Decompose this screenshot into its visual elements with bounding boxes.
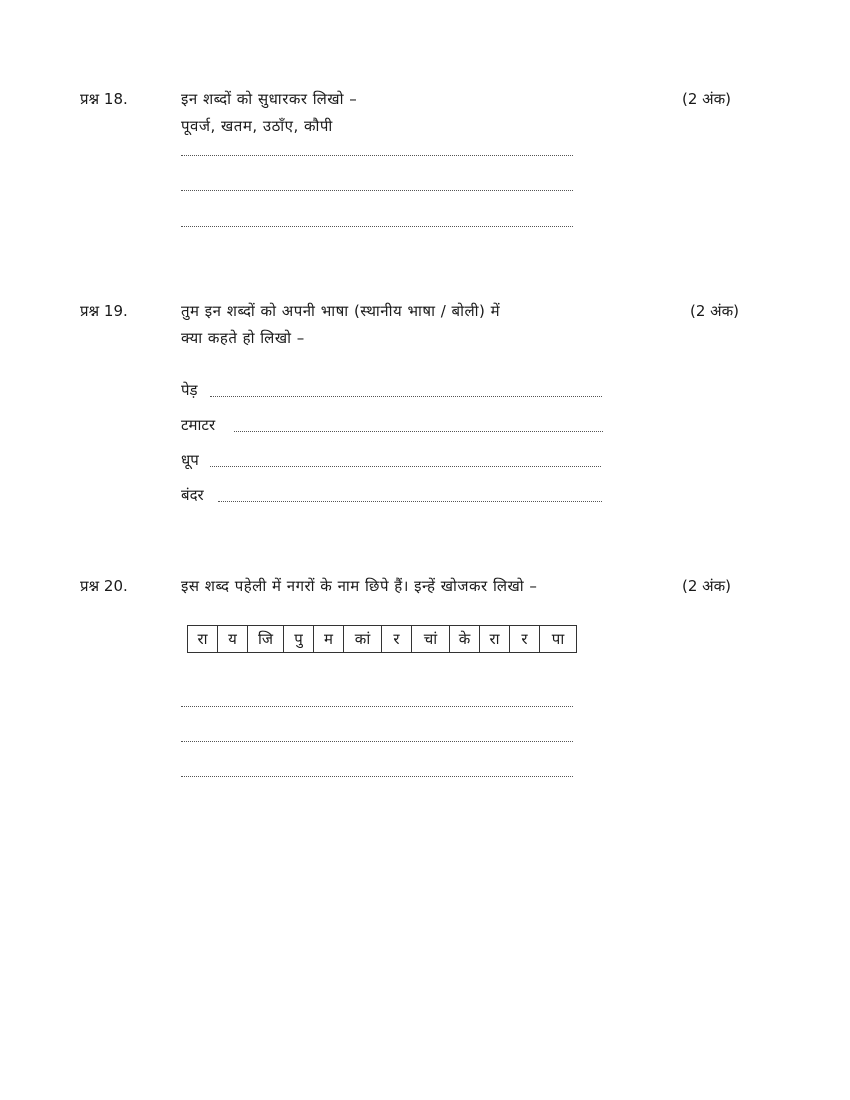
q20-answer-line-1[interactable] bbox=[181, 706, 573, 707]
q18-words: पूवर्ज, खतम, उठाँए, कौपी bbox=[181, 117, 333, 135]
q18-prompt: इन शब्दों को सुधारकर लिखो – bbox=[181, 90, 358, 108]
puzzle-cell: कां bbox=[344, 626, 382, 652]
puzzle-cell: जि bbox=[248, 626, 284, 652]
q19-prompt-line1: तुम इन शब्दों को अपनी भाषा (स्थानीय भाषा / बोली) में bbox=[181, 302, 501, 320]
puzzle-cell: रा bbox=[188, 626, 218, 652]
q20-prompt: इस शब्द पहेली में नगरों के नाम छिपे हैं। इन्हें खोजकर लिखो – bbox=[181, 577, 538, 595]
q19-answer-line-4[interactable] bbox=[218, 501, 602, 502]
q19-item-label: धूप bbox=[181, 451, 199, 469]
word-puzzle-grid bbox=[187, 625, 577, 653]
q19-marks: (2 अंक) bbox=[690, 302, 739, 320]
puzzle-cell: र bbox=[510, 626, 540, 652]
puzzle-cell: पा bbox=[551, 630, 565, 648]
q18-number: प्रश्न 18. bbox=[80, 90, 128, 108]
q20-marks: (2 अंक) bbox=[682, 577, 731, 595]
q19-item-label: टमाटर bbox=[181, 416, 216, 434]
puzzle-cell: पु bbox=[284, 626, 314, 652]
q18-answer-line-1[interactable] bbox=[181, 155, 573, 156]
q19-answer-line-1[interactable] bbox=[210, 396, 602, 397]
q19-item-label: पेड़ bbox=[181, 381, 198, 399]
q19-number: प्रश्न 19. bbox=[80, 302, 128, 320]
q19-answer-line-3[interactable] bbox=[210, 466, 601, 467]
puzzle-cell: के bbox=[450, 626, 480, 652]
q20-answer-line-3[interactable] bbox=[181, 776, 573, 777]
q18-answer-line-2[interactable] bbox=[181, 190, 573, 191]
q19-item-label: बंदर bbox=[181, 486, 204, 504]
q20-answer-line-2[interactable] bbox=[181, 741, 573, 742]
puzzle-cell: चां bbox=[412, 626, 450, 652]
q19-answer-line-2[interactable] bbox=[234, 431, 603, 432]
q19-prompt-line2: क्या कहते हो लिखो – bbox=[181, 329, 305, 347]
q18-answer-line-3[interactable] bbox=[181, 226, 573, 227]
puzzle-cell: रा bbox=[480, 626, 510, 652]
q20-number: प्रश्न 20. bbox=[80, 577, 128, 595]
puzzle-cell: य bbox=[218, 626, 248, 652]
puzzle-cell: म bbox=[314, 626, 344, 652]
q18-marks: (2 अंक) bbox=[682, 90, 731, 108]
puzzle-cell: र bbox=[382, 626, 412, 652]
